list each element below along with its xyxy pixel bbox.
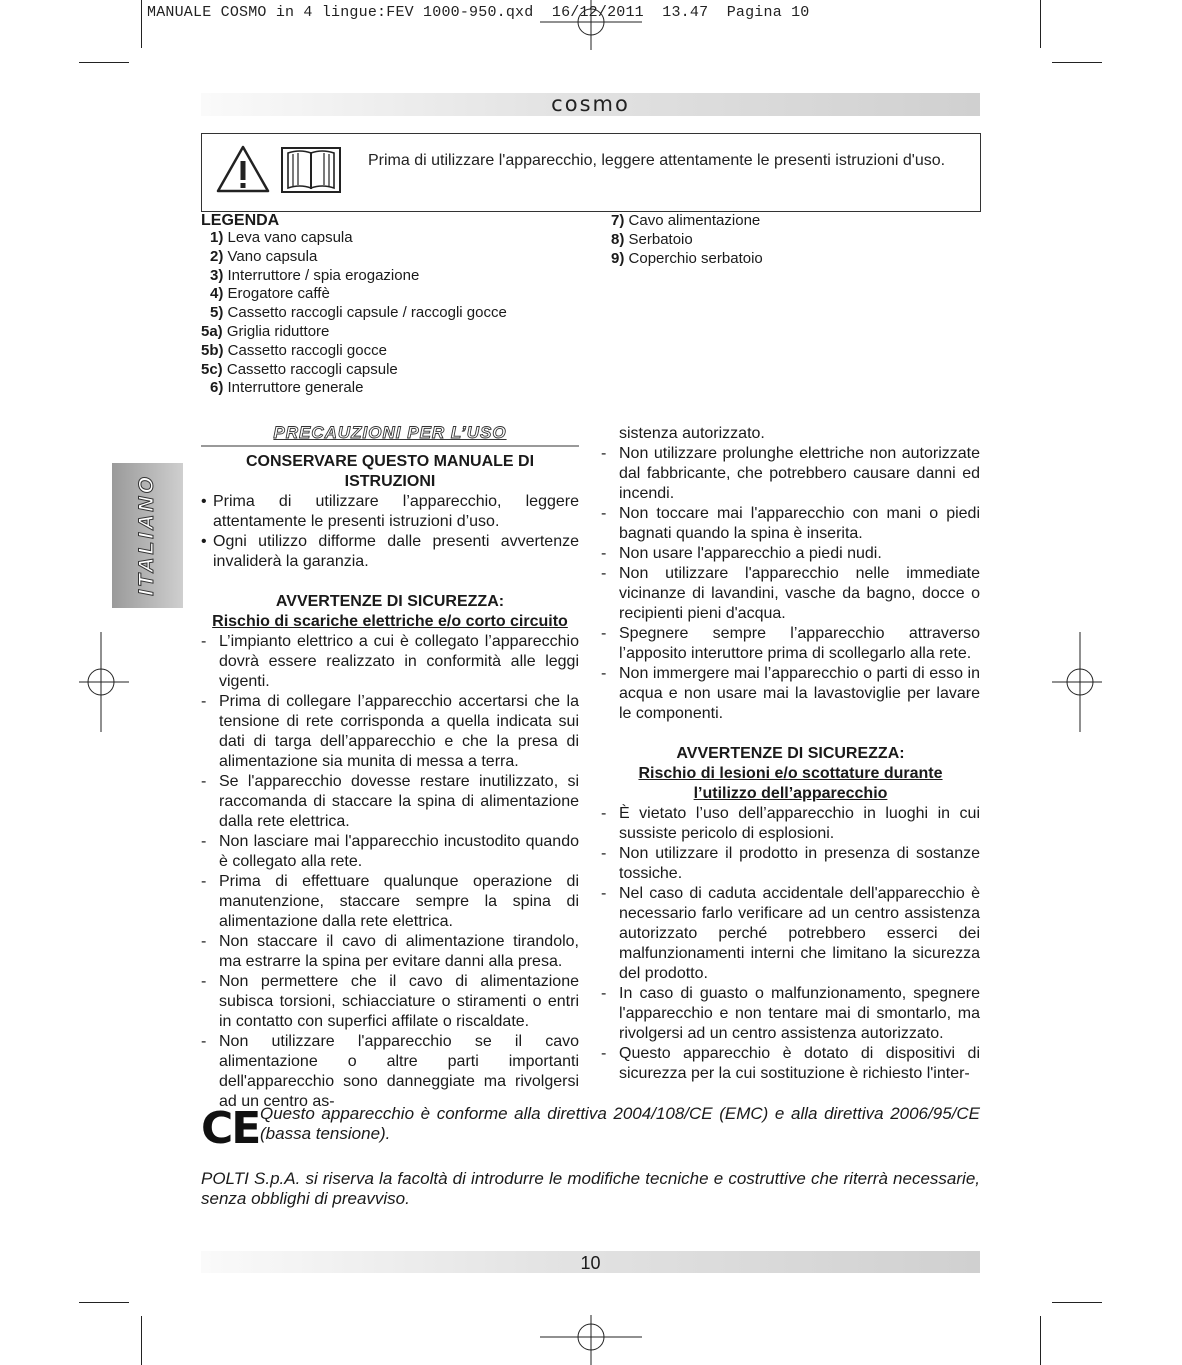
warning-item: - Prima di effettuare qualunque operazione di manutenzione, staccare sempre la spina di alimentazione dalla rete elettrica.	[201, 873, 579, 930]
legend-item: 4) Erogatore caffè	[210, 285, 330, 303]
crop-mark	[141, 0, 142, 48]
bullet-item: • Prima di utilizzare l’apparecchio, leggere attentamente le presenti istruzioni d’uso.	[201, 493, 579, 530]
crop-mark	[1040, 0, 1041, 48]
warning-item: - Spegnere sempre l’apparecchio attraverso l’apposito interuttore prima di scollegarlo alla rete.	[601, 625, 980, 662]
crop-mark	[79, 1302, 129, 1303]
warning-item: - È vietato l’uso dell’apparecchio in luoghi in cui sussiste pericolo di esplosioni.	[601, 805, 980, 842]
crop-mark	[79, 62, 129, 63]
safety-subtitle: Rischio di lesioni e/o scottature durante	[638, 765, 943, 782]
print-slug-line: MANUALE COSMO in 4 lingue:FEV 1000-950.qxd 16/12/2011 13.47 Pagina 10	[147, 4, 810, 21]
warning-item: - L’impianto elettrico a cui è collegato l’apparecchio dovrà essere realizzato in conformità alle leggi vigenti.	[201, 633, 579, 690]
legend-item: 5a) Griglia riduttore	[201, 322, 330, 340]
registration-mark-icon	[79, 632, 129, 732]
legend-item: 5) Cassetto raccogli capsule / raccogli gocce	[210, 304, 507, 322]
legend-item: 2) Vano capsula	[210, 247, 318, 265]
crop-mark	[141, 1316, 142, 1365]
warning-item: - Non permettere che il cavo di alimentazione subisca torsioni, schiacciature o stiramenti o entri in contatto con superfici affilate o riscaldate.	[201, 973, 579, 1030]
right-column	[601, 424, 980, 1084]
legend-item: 7) Cavo alimentazione	[611, 212, 761, 229]
brand-name: cosmo	[551, 92, 630, 116]
read-instructions-notice	[201, 133, 981, 212]
open-book-icon	[280, 144, 342, 194]
legend-item: 5b) Cassetto raccogli gocce	[201, 341, 387, 359]
warning-item: - Nel caso di caduta accidentale dell'apparecchio è necessario farlo verificare ad un centro assistenza autorizzato perché potrebbero esserci dei malfunzionamenti interni che limitano la sicurezza del prodotto.	[601, 885, 980, 982]
warning-item: - Non usare l'apparecchio a piedi nudi.	[601, 545, 882, 562]
warning-item: - In caso di guasto o malfunzionamento, spegnere l'apparecchio e non tentare mai di smontarlo, ma rivolgersi ad un centro assistenza autorizzato.	[601, 985, 980, 1042]
warning-item: - Non utilizzare il prodotto in presenza di sostanze tossiche.	[601, 845, 980, 882]
ce-conformity-text: Questo apparecchio è conforme alla direttiva 2004/108/CE (EMC) e alla direttiva 2006/95/CE (bassa tensione).	[260, 1104, 980, 1143]
warning-item: - Non staccare il cavo di alimentazione tirandolo, ma estrarre la spina per evitare danni alla presa.	[201, 933, 579, 970]
legend-list-right	[611, 212, 763, 268]
warning-triangle-icon	[215, 144, 271, 194]
brand-logo	[201, 92, 980, 116]
safety-subtitle: Rischio di scariche elettriche e/o corto circuito	[212, 613, 568, 630]
legend-list-left	[201, 229, 507, 398]
warning-item: - Non utilizzare l'apparecchio se il cavo alimentazione o altre parti importanti dell'apparecchio sono danneggiate ma rivolgersi ad un centro as-	[201, 1033, 579, 1110]
warning-item: - Non utilizzare prolunghe elettriche non autorizzate dal fabbricante, che potrebbero causare danni ed incendi.	[601, 445, 980, 502]
registration-mark-icon	[540, 1315, 642, 1365]
continued-text: sistenza autorizzato.	[619, 425, 765, 442]
language-label: ITALIANO	[135, 474, 158, 596]
notice-text: Prima di utilizzare l'apparecchio, leggere attentamente le presenti istruzioni d'uso.	[368, 152, 946, 169]
conserve-title: CONSERVARE QUESTO MANUALE DI ISTRUZIONI	[245, 453, 535, 490]
warning-item: - Prima di collegare l’apparecchio accertarsi che la tensione di rete corrisponda a quella indicata sui dati di targa dell’apparecchio e che la presa di alimentazione sia munita di messa a terra.	[201, 693, 579, 770]
crop-mark	[1052, 1302, 1102, 1303]
bullet-item: • Ogni utilizzo difforme dalle presenti avvertenze invaliderà la garanzia.	[201, 533, 579, 570]
section-divider	[201, 445, 579, 447]
legend-item: 6) Interruttore generale	[210, 379, 364, 397]
warning-item: - Non lasciare mai l'apparecchio incustodito quando è collegato alla rete.	[201, 833, 579, 870]
safety-title: AVVERTENZE DI SICUREZZA:	[676, 745, 905, 762]
crop-mark	[1052, 62, 1102, 63]
warning-item: - Non immergere mai l’apparecchio o parti di esso in acqua e non usare mai la lavastoviglie per lavare le componenti.	[601, 665, 980, 722]
left-column	[201, 452, 579, 1112]
warning-item: - Non utilizzare l'apparecchio nelle immediate vicinanze di lavandini, vasche da bagno, docce o recipienti pieni d'acqua.	[601, 565, 980, 622]
legend-item: 8) Serbatoio	[611, 230, 693, 248]
warning-item: - Non toccare mai l'apparecchio con mani o piedi bagnati quando la spina è inserita.	[601, 505, 980, 542]
legend-item: 1) Leva vano capsula	[210, 229, 353, 246]
legend-item: 9) Coperchio serbatoio	[611, 249, 763, 267]
warning-item: - Se l'apparecchio dovesse restare inutilizzato, si raccomanda di staccare la spina di alimentazione dalla rete elettrica.	[201, 773, 579, 830]
page-number: 10	[580, 1253, 601, 1273]
ce-mark-icon: CE	[201, 1103, 260, 1154]
safety-title: AVVERTENZE DI SICUREZZA:	[275, 593, 505, 610]
section-title: PRECAUZIONI PER L’USO	[273, 423, 507, 442]
legend-title: LEGENDA	[201, 212, 280, 229]
registration-mark-icon	[1052, 632, 1102, 732]
warning-item: - Questo apparecchio è dotato di dispositivi di sicurezza per la cui sostituzione è richiesto l'inter-	[601, 1045, 980, 1082]
crop-mark	[1040, 1316, 1041, 1365]
registration-mark-icon	[540, 0, 642, 50]
legend-item: 3) Interruttore / spia erogazione	[210, 266, 420, 284]
manufacturer-disclaimer: POLTI S.p.A. si riserva la facoltà di introdurre le modifiche tecniche e costruttive che riterrà necessarie, senza obblighi di preavviso.	[201, 1169, 980, 1208]
safety-subtitle: l’utilizzo dell’apparecchio	[693, 785, 888, 802]
legend-item: 5c) Cassetto raccogli capsule	[201, 360, 398, 378]
